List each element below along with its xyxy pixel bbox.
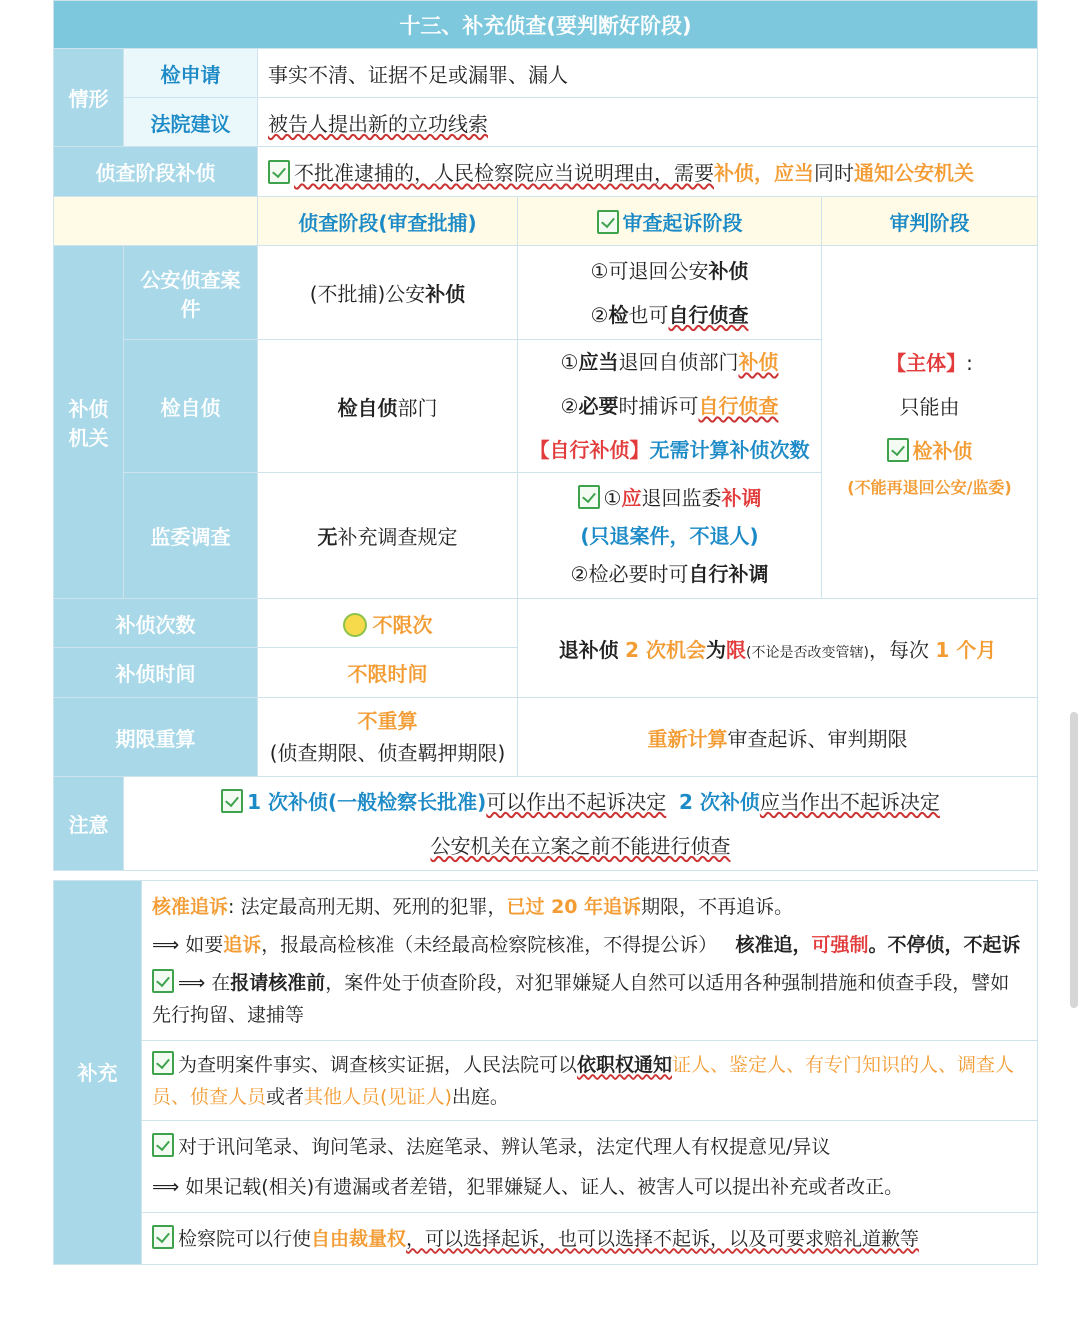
organ-police-stage1: (不批捕)公安补侦 [258, 246, 518, 340]
organ-commission-stage2: ①应退回监委补调 (只退案件，不退人) ②检必要时可自行补调 [518, 473, 822, 599]
organ-police: 公安侦查案件 [124, 246, 258, 340]
organ-self-stage1: 检自侦部门 [258, 340, 518, 473]
scrollbar-thumb[interactable] [1070, 712, 1078, 1008]
bookmark-check-icon [578, 485, 600, 509]
stage-header-blank [54, 197, 258, 246]
organ-commission: 监委调查 [124, 473, 258, 599]
bookmark-check-icon [268, 160, 290, 184]
bookmark-check-icon [887, 438, 909, 462]
review-trial-limit: 退补侦 2 次机会为限(不论是否改变管辖)，每次 1 个月 [518, 599, 1038, 698]
situation-label: 情形 [54, 49, 124, 147]
situation-key-procuratorate: 检申请 [124, 49, 258, 98]
organ-commission-stage1: 无补充调查规定 [258, 473, 518, 599]
investigation-supp-label: 侦查阶段补侦 [54, 147, 258, 197]
bookmark-check-icon [152, 969, 174, 993]
sponge-emoji-icon [343, 613, 367, 637]
bookmark-check-icon [152, 1133, 174, 1157]
time-label: 补侦时间 [54, 648, 258, 698]
supplementary-investigation-table [53, 0, 1038, 871]
recalc-stage1: 不重算 (侦查期限、侦查羁押期限) [258, 698, 518, 777]
recalc-label: 期限重算 [54, 698, 258, 777]
organ-self: 检自侦 [124, 340, 258, 473]
supplement-label: 补充 [54, 881, 142, 1265]
stage-header-review: 审查起诉阶段 [518, 197, 822, 246]
bookmark-check-icon [152, 1051, 174, 1075]
stage-header-investigation: 侦查阶段(审查批捕) [258, 197, 518, 246]
supplement-prosecution-approval: 核准追诉: 法定最高刑无期、死刑的犯罪，已过 20 年追诉期限，不再追诉。 ⟹ 如要追诉，报最高检核准（未经最高检察院核准，不得提公诉） 核准追，可强制。不停侦，不起诉 ⟹ 在报请核准前，案件处于侦查阶段，对犯罪嫌疑人自然可以适用各种强制措施和侦查手段，譬如先行拘留、逮捕等 [142, 881, 1038, 1041]
supplement-discretion: 检察院可以行使自由裁量权，可以选择起诉，也可以选择不起诉，以及可要求赔礼道歉等 [142, 1213, 1038, 1265]
note-content: 1 次补侦(一般检察长批准)可以作出不起诉决定 2 次补侦应当作出不起诉决定 公安机关在立案之前不能进行侦查 [124, 777, 1038, 871]
stage-header-trial: 审判阶段 [822, 197, 1038, 246]
count-label: 补侦次数 [54, 599, 258, 648]
time-value: 不限时间 [258, 648, 518, 698]
organ-police-stage2: ①可退回公安补侦 ②检也可自行侦查 [518, 246, 822, 340]
investigation-supp-text: 不批准逮捕的，人民检察院应当说明理由，需要补侦，应当同时通知公安机关 [258, 147, 1038, 197]
situation-value-procuratorate: 事实不清、证据不足或漏罪、漏人 [258, 49, 1038, 98]
supplement-records: 对于讯问笔录、询问笔录、法庭笔录、辨认笔录，法定代理人有权提意见/异议 ⟹ 如果记载(相关)有遗漏或者差错，犯罪嫌疑人、证人、被害人可以提出补充或者改正。 [142, 1121, 1038, 1213]
note-label: 注意 [54, 777, 124, 871]
supplement-table [53, 880, 1038, 1265]
count-value: 不限次 [258, 599, 518, 648]
bookmark-check-icon [152, 1225, 174, 1249]
supplement-court-notice: 为查明案件事实、调查核实证据，人民法院可以依职权通知证人、鉴定人、有专门知识的人、调查人员、侦查人员或者其他人员(见证人)出庭。 [142, 1041, 1038, 1121]
recalc-stage2: 重新计算审查起诉、审判期限 [518, 698, 1038, 777]
organ-trial-cell: 【主体】: 只能由 检补侦 (不能再退回公安/监委) [822, 246, 1038, 599]
organ-self-stage2: ①应当退回自侦部门补侦 ②必要时捕诉可自行侦查 【自行补侦】无需计算补侦次数 [518, 340, 822, 473]
page-title: 十三、补充侦查(要判断好阶段) [54, 1, 1038, 49]
bookmark-check-icon [597, 210, 619, 234]
situation-value-court: 被告人提出新的立功线索 [258, 98, 1038, 147]
bookmark-check-icon [221, 789, 243, 813]
situation-key-court: 法院建议 [124, 98, 258, 147]
organ-label: 补侦机关 [54, 246, 124, 599]
